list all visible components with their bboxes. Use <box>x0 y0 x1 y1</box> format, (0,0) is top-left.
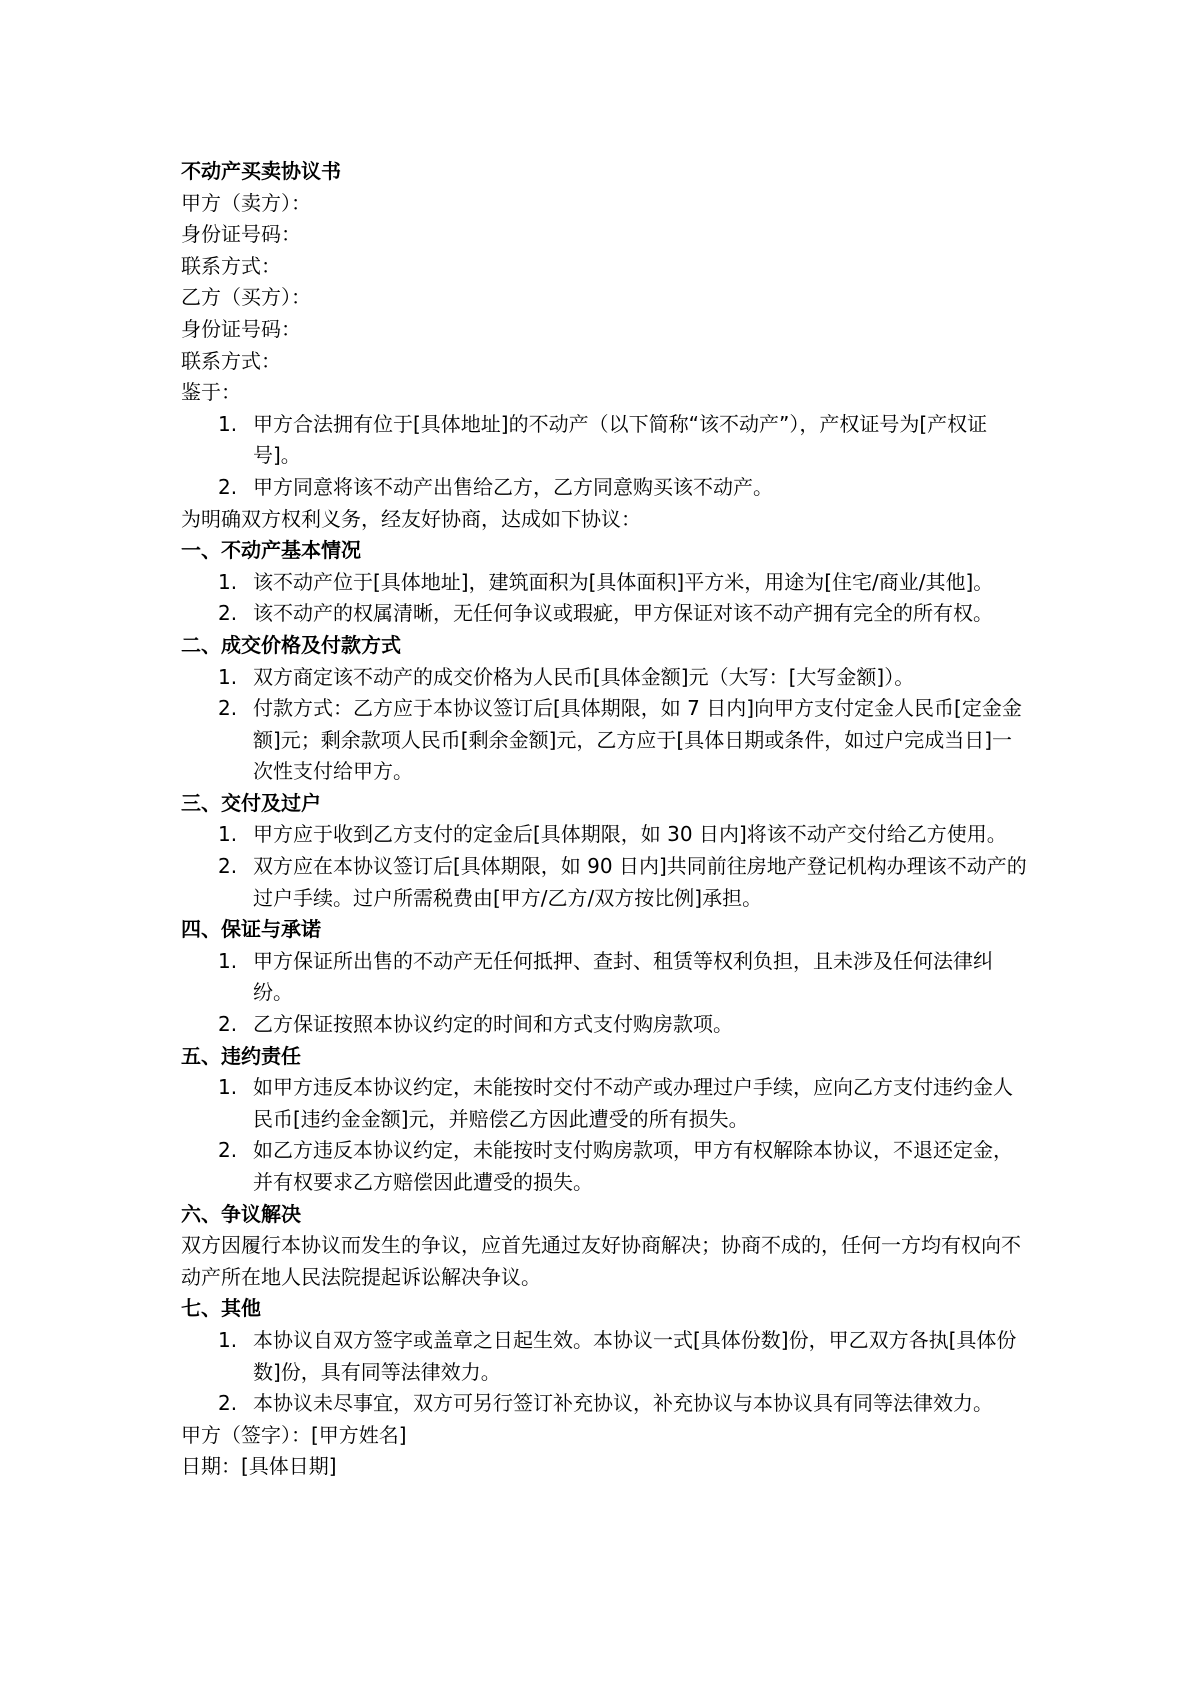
document-title: 不动产买卖协议书 <box>181 159 341 183</box>
list-item-number: 2. <box>218 854 238 879</box>
list-item <box>181 946 1031 1009</box>
section-heading: 二、成交价格及付款方式 <box>181 632 401 657</box>
section-heading: 四、保证与承诺 <box>181 917 321 942</box>
list-item <box>181 819 1031 851</box>
section-list <box>181 1072 1031 1198</box>
buyer-contact-field: 联系方式： <box>181 348 281 373</box>
seller-name-field: 甲方（卖方）： <box>181 190 311 215</box>
list-item <box>181 567 1031 599</box>
list-item-text: 该不动产位于[具体地址]，建筑面积为[具体面积]平方米，用途为[住宅/商业/其他]。 <box>253 569 994 594</box>
list-item-text: 甲方同意将该不动产出售给乙方，乙方同意购买该不动产。 <box>253 474 773 499</box>
list-item-number: 2. <box>218 696 238 721</box>
section-list <box>181 946 1031 1041</box>
list-item-number: 2. <box>218 1012 238 1037</box>
list-item-text: 甲方保证所出售的不动产无任何抵押、查封、租赁等权利负担，且未涉及任何法律纠纷。 <box>253 948 993 1005</box>
agreement-intro: 为明确双方权利义务，经友好协商，达成如下协议： <box>181 506 641 531</box>
section-list <box>181 662 1031 788</box>
list-item-number: 2. <box>218 1138 238 1163</box>
list-item <box>181 1135 1031 1198</box>
list-item-number: 2. <box>218 474 238 499</box>
seller-contact-field: 联系方式： <box>181 253 281 278</box>
list-item <box>181 693 1031 788</box>
list-item-text: 该不动产的权属清晰，无任何争议或瑕疵，甲方保证对该不动产拥有完全的所有权。 <box>253 601 993 626</box>
section-list <box>181 1325 1031 1420</box>
section-heading: 五、违约责任 <box>181 1043 301 1068</box>
list-item-text: 甲方应于收到乙方支付的定金后[具体期限，如 30 日内]将该不动产交付给乙方使用。 <box>253 822 1007 847</box>
section-heading: 七、其他 <box>181 1296 261 1321</box>
document-body <box>181 156 1031 1483</box>
list-item-number: 1. <box>218 1075 238 1100</box>
list-item <box>181 662 1031 694</box>
list-item <box>181 409 1031 472</box>
list-item-number: 1. <box>218 948 238 973</box>
list-item-text: 本协议未尽事宜，双方可另行签订补充协议，补充协议与本协议具有同等法律效力。 <box>253 1391 993 1416</box>
preamble-list <box>181 409 1031 504</box>
list-item-text: 如甲方违反本协议约定，未能按时交付不动产或办理过户手续，应向乙方支付违约金人民币[违约金金额]元，并赔偿乙方因此遭受的所有损失。 <box>253 1075 1013 1131</box>
seller-id-field: 身份证号码： <box>181 222 301 247</box>
section-list <box>181 819 1031 914</box>
list-item-text: 甲方合法拥有位于[具体地址]的不动产（以下简称“该不动产”），产权证号为[产权证号]。 <box>253 411 988 468</box>
list-item-number: 1. <box>218 664 238 689</box>
list-item <box>181 598 1031 630</box>
list-item <box>181 1388 1031 1420</box>
list-item-number: 1. <box>218 411 238 436</box>
list-item-number: 1. <box>218 822 238 847</box>
list-item-text: 双方应在本协议签订后[具体期限，如 90 日内]共同前往房地产登记机构办理该不动产的过户手续。过户所需税费由[甲方/乙方/双方按比例]承担。 <box>253 854 1027 910</box>
section-list <box>181 567 1031 630</box>
list-item-text: 双方商定该不动产的成交价格为人民币[具体金额]元（大写：[大写金额]）。 <box>253 664 915 689</box>
list-item <box>181 472 1031 504</box>
list-item-text: 本协议自双方签字或盖章之日起生效。本协议一式[具体份数]份，甲乙双方各执[具体份数]份，具有同等法律效力。 <box>253 1327 1017 1384</box>
list-item-number: 1. <box>218 1327 238 1352</box>
list-item <box>181 1325 1031 1388</box>
list-item <box>181 1072 1031 1135</box>
list-item-number: 1. <box>218 569 238 594</box>
list-item-text: 如乙方违反本协议约定，未能按时支付购房款项，甲方有权解除本协议，不退还定金，并有权要求乙方赔偿因此遭受的损失。 <box>253 1138 1013 1194</box>
dispute-paragraph: 双方因履行本协议而发生的争议，应首先通过友好协商解决；协商不成的，任何一方均有权向不动产所在地人民法院提起诉讼解决争议。 <box>181 1233 1021 1289</box>
buyer-id-field: 身份证号码： <box>181 316 301 341</box>
section-heading: 一、不动产基本情况 <box>181 538 361 563</box>
party-fields <box>181 188 1031 378</box>
list-item-text: 乙方保证按照本协议约定的时间和方式支付购房款项。 <box>253 1012 733 1037</box>
buyer-name-field: 乙方（买方）： <box>181 285 311 310</box>
list-item-number: 2. <box>218 1391 238 1416</box>
list-item-text: 付款方式：乙方应于本协议签订后[具体期限，如 7 日内]向甲方支付定金人民币[定金金额]元；剩余款项人民币[剩余金额]元，乙方应于[具体日期或条件，如过户完成当日]一次性支付给甲方。 <box>253 696 1022 784</box>
signature-party-a: 甲方（签字）：[甲方姓名] <box>181 1422 407 1447</box>
preamble-label: 鉴于： <box>181 380 241 405</box>
section-heading: 三、交付及过户 <box>181 790 321 815</box>
list-item <box>181 1009 1031 1041</box>
list-item-number: 2. <box>218 601 238 626</box>
signature-date: 日期：[具体日期] <box>181 1454 337 1479</box>
list-item <box>181 851 1031 914</box>
section-heading: 六、争议解决 <box>181 1201 301 1226</box>
